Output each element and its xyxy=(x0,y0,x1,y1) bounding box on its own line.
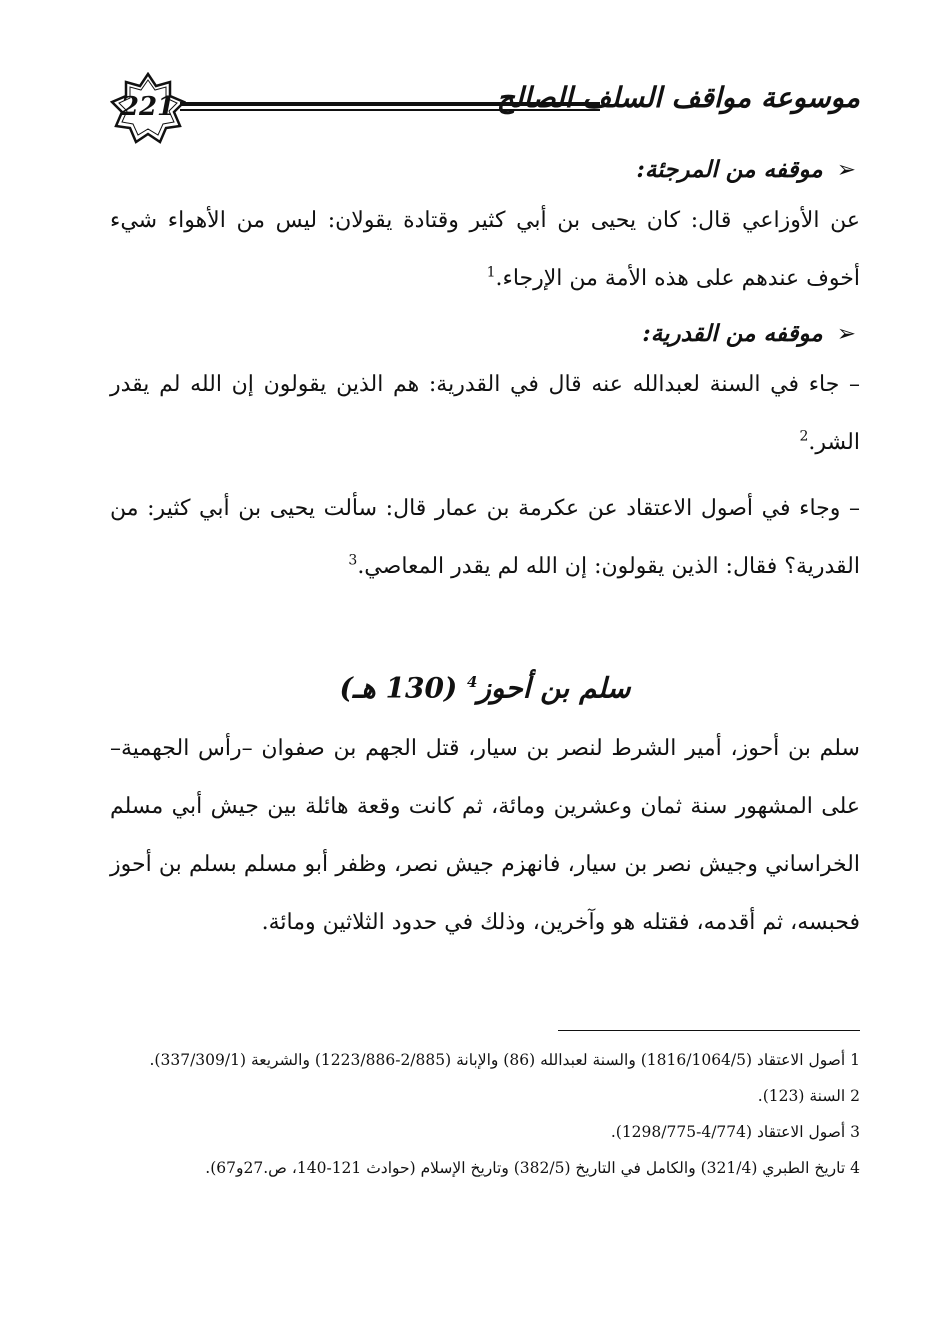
footnotes xyxy=(110,1042,860,1186)
series-title: موسوعة مواقف السلف الصالح xyxy=(496,81,860,114)
footnote-ref[interactable]: 2 xyxy=(799,428,809,445)
biography-title: سلم بن أحوز$^4$ (130 هـ) xyxy=(339,671,631,705)
footnote-1: 1 أصول الاعتقاد (1816/1064/5) والسنة لعبدالله (86) والإبانة (2/885-1223/886) والشريعة (337/309/1). xyxy=(149,1051,860,1069)
arrow-bullet-icon: ➢ xyxy=(836,157,856,183)
section-heading-murjia xyxy=(110,148,860,192)
footnote-ref[interactable]: 4 xyxy=(466,673,478,691)
footnote-ref[interactable]: 1 xyxy=(486,264,496,281)
paragraph-murjia: عن الأوزاعي قال: كان يحيى بن أبي كثير وقتادة يقولان: ليس من الأهواء شيء أخوف عندهم على هذه الأمة من الإرجاء.$^1$ xyxy=(110,208,860,291)
footnote-2: 2 السنة (123). xyxy=(757,1087,860,1105)
section-heading-text: موقفه من المرجئة: xyxy=(636,156,823,183)
biography-paragraph: سلم بن أحوز، أمير الشرط لنصر بن سيار، قتل الجهم بن صفوان –رأس الجهمية– على المشهور سنة ثمان وعشرين ومائة، ثم كانت وقعة هائلة بين جيش أبي مسلم الخراساني وجيش نصر بن سيار، فانهزم جيش نصر، وظفر أبو مسلم بسلم بن أحوز فحبسه، ثم أقدمه، فقتله هو وآخرين، وذلك في حدود الثلاثين ومائة. xyxy=(110,736,860,935)
page-number: 221 xyxy=(120,92,176,122)
section-heading-text: موقفه من القدرية: xyxy=(642,320,823,347)
page-header xyxy=(110,72,860,144)
paragraph-qadariyya-1: – جاء في السنة لعبدالله عنه قال في القدرية: هم الذين يقولون إن الله لم يقدر الشر.$^2$ xyxy=(110,372,860,455)
footnote-separator xyxy=(558,1030,860,1031)
footnote-4: 4 تاريخ الطبري (321/4) والكامل في التاريخ (382/5) وتاريخ الإسلام (حوادث 121-140، ص.27و67). xyxy=(205,1159,860,1177)
page-number-badge xyxy=(110,72,186,144)
footnote-ref[interactable]: 3 xyxy=(348,552,358,569)
footnote-3: 3 أصول الاعتقاد (4/774-1298/775). xyxy=(610,1123,860,1141)
main-text xyxy=(110,148,860,952)
arrow-bullet-icon: ➢ xyxy=(836,321,856,347)
paragraph-qadariyya-2: – وجاء في أصول الاعتقاد عن عكرمة بن عمار قال: سألت يحيى بن أبي كثير: من القدرية؟ فقال: الذين يقولون: إن الله لم يقدر المعاصي.$^3$ xyxy=(110,496,860,579)
section-heading-qadariyya xyxy=(110,312,860,356)
